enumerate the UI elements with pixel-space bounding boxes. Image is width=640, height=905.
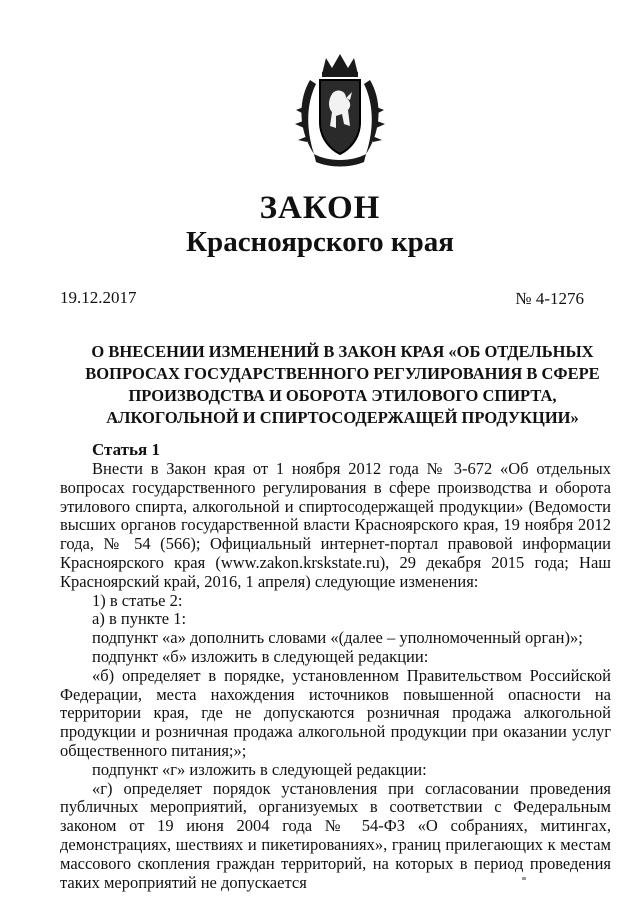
paragraph: подпункт «а» дополнить словами «(далее – уполномоченный орган)»;: [92, 628, 583, 648]
law-title: ЗАКОН: [259, 190, 381, 226]
scan-mark: [522, 877, 526, 880]
paragraph: «б) определяет в порядке, установленном Правительством Российской Федерации, места нахождения источников повышенной опасности на территории края, где не допускаются розничная продажа алкогольной продукции и розничная продажа алкогольной продукции при оказании услуг общественного питания;»;: [60, 665, 611, 760]
article-body: [60, 460, 611, 892]
law-region: Красноярского края: [186, 226, 454, 258]
paragraph: 1) в статье 2:: [92, 590, 183, 610]
law-date: 19.12.2017: [60, 288, 137, 307]
paragraph: подпункт «б» изложить в следующей редакции:: [92, 646, 429, 666]
paragraph: Внести в Закон края от 1 ноября 2012 года № 3-672 «Об отдельных вопросах государственного регулирования в сфере производства и оборота этилового спирта, алкогольной и спиртосодержащей продукции» (Ведомости высших органов государственной власти Красноярского края, 19 ноября 2012 года, № 54 (566); Официальный интернет-портал правовой информации Красноярского края (www.zakon.krskstate.ru), 29 декабря 2015 года; Наш Красноярский край, 2016, 1 апреля) следующие изменения:: [60, 459, 611, 591]
paragraph: а) в пункте 1:: [92, 609, 187, 629]
article-label: Статья 1: [92, 440, 160, 459]
coat-of-arms-icon: [292, 50, 388, 170]
law-number: № 4-1276: [515, 289, 584, 308]
paragraph: подпункт «г» изложить в следующей редакции:: [92, 759, 427, 779]
law-heading: О ВНЕСЕНИИ ИЗМЕНЕНИЙ В ЗАКОН КРАЯ «ОБ ОТДЕЛЬНЫХ ВОПРОСАХ ГОСУДАРСТВЕННОГО РЕГУЛИРОВАНИЯ В СФЕРЕ ПРОИЗВОДСТВА И ОБОРОТА ЭТИЛОВОГО СПИРТА, АЛКОГОЛЬНОЙ И СПИРТОСОДЕРЖАЩЕЙ ПРОДУКЦИИ»: [85, 342, 600, 427]
paragraph: «г) определяет порядок установления при согласовании проведения публичных мероприятий, организуемых в соответствии с Федеральным законом от 19 июня 2004 года № 54-ФЗ «О собраниях, митингах, демонстрациях, шествиях и пикетированиях», границ прилегающих к местам массового скопления граждан территорий, на которых в период проведения таких мероприятий не допускается: [60, 778, 611, 892]
